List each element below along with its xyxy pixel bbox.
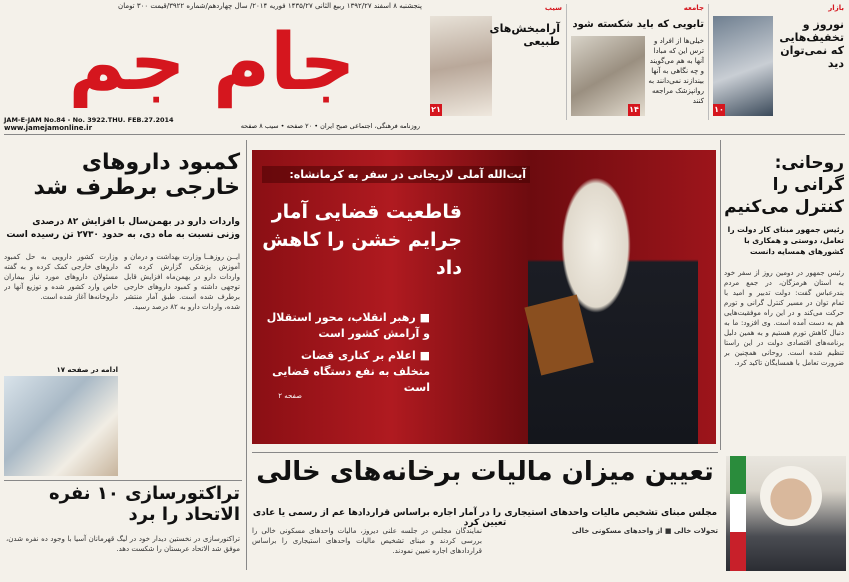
column-divider-left <box>246 140 247 570</box>
lead-page-ref[interactable]: صفحه ۲ <box>278 392 302 400</box>
lead-headline[interactable]: قاطعیت قضایی آمار جرایم خشن را کاهش داد <box>262 201 462 279</box>
left-page-ref[interactable]: ادامه در صفحه ۱۷ <box>56 366 118 374</box>
pills-photo <box>4 376 118 476</box>
teaser-strip <box>428 4 846 120</box>
lead-bullet-2: ■ اعلام بر کناری قضات متخلف به نفع دستگاه قضایی است <box>272 349 430 394</box>
left-divider <box>4 480 242 481</box>
teaser-bazaar[interactable] <box>708 4 846 120</box>
teaser-page-number: ۱۰ <box>714 105 724 114</box>
lead-bullet-1: ■ رهبر انقلاب، محور استقلال و آرامش کشور است <box>266 311 430 340</box>
lead-photo <box>252 150 716 444</box>
logo-text: جام جم <box>68 18 356 108</box>
lead-kicker: آیت‌الله آملی لاریجانی در سفر به کرمانشاه: <box>262 166 530 183</box>
right-body: رئیس جمهور در دومین روز از سفر خود به استان هرمزگان، در جمع مردم بندرعباس گفت: دولت تدبیر و امید با تمام توان در مسیر کنترل گرانی و تورم حرکت می‌کند و در این راه موفقیت‌هایی هم به دست آمده است. وی افزود: ما به دنبال کاهش تورم هستیم و به همین دلیل برنامه‌های اقتصادی دولت در این راستا تنظیم شده است. روحانی همچنین بر ضرورت تعامل با همسایگان تاکید کرد. <box>724 269 844 367</box>
left-body-col2: ایــن روزهــا وزارت بهداشت و درمان و آموزش پزشکی گزارش کرده که واردات دارو در بهمن‌ماه افزایش قابل توجهی داشته و کمبود داروهای خارجی برطرف شده است. طبق آمار منتشر شده، واردات دارو به ۸۲ درصد رسید. <box>124 253 240 311</box>
lead-bullet-text: اعلام بر کناری قضات متخلف به نفع دستگاه قضایی است <box>272 349 430 394</box>
teaser-page-number: ۲۱ <box>431 105 441 114</box>
teaser-photo <box>430 16 492 116</box>
teaser-title: نوروز و تخفیف‌هایی که نمی‌توان دید <box>779 18 844 70</box>
right-column <box>722 140 846 450</box>
right-headline[interactable]: روحانی: گرانی را کنترل می‌کنیم <box>724 153 844 217</box>
banner-headline[interactable]: تعیین میزان مالیات برخانه‌های خالی <box>256 457 714 487</box>
banner-body-col1: نمایندگان مجلس در جلسه علنی دیروز، مالیات واحدهای مسکونی خالی را بررسی کردند و مبنای تشخیص مالیات واحدهای استیجاری را براساس قراردادهای اجاره تعیین نمودند. <box>252 527 482 555</box>
teaser-photo <box>713 16 773 116</box>
teaser-society[interactable] <box>566 4 706 120</box>
teaser-title: تابویی که باید شکسته شود <box>572 19 704 30</box>
left-lede: واردات دارو در بهمن‌سال با افزایش ۸۲ درصدی وزنی نسبت به ماه دی، به حدود ۲۷۳۰ تن رسیده است <box>6 217 240 240</box>
teaser-page-number: ۱۴ <box>629 105 639 114</box>
teaser-tag: سیب <box>544 4 562 12</box>
left-body3: تراکتورسازی در نخستین دیدار خود در لیگ قهرمانان آسیا با وجود ده نفره شدن، موفق شد الاتحاد عربستان را شکست دهد. <box>6 535 240 553</box>
masthead-info-line: پنجشنبه ۸ اسفند ۱۳۹۲/۲۷ ربیع الثانی ۱۴۳۵/۲۷ فوریه ۲۰۱۴/ سال چهاردهم/شماره ۳۹۲۲/قیمت ۳۰۰ تومان <box>118 2 422 10</box>
left-headline[interactable]: کمبود داروهای خارجی برطرف شد <box>33 150 240 201</box>
website-url[interactable]: www.jamejamonline.ir <box>4 124 93 132</box>
rouhani-photo <box>726 456 846 571</box>
teaser-title: آرامبخش‌های طبیعی <box>489 22 560 48</box>
column-divider-right <box>720 140 721 450</box>
masthead-logo <box>10 16 414 110</box>
flag-shape <box>730 456 746 571</box>
teaser-sib[interactable] <box>428 4 564 120</box>
banner-divider <box>252 452 718 453</box>
masthead-divider <box>4 134 845 135</box>
masthead-english-line: JAM-E-JAM No.84 - No. 3922.THU. FEB.27.2014 <box>4 116 174 124</box>
lead-bullet-text: رهبر انقلاب، محور استقلال و آرامش کشور است <box>266 311 430 340</box>
portrait-face <box>760 466 822 526</box>
teaser-body: خیلی‌ها از افراد و ترس این که مبادا آنها به هم می‌گویند و چه نگاهی به آنها بیندازند نمی‌دانند به روانپزشک مراجعه کنند <box>648 37 704 105</box>
left-headline2[interactable]: تراکتورسازی ۱۰ نفره الاتحاد را برد <box>49 483 240 525</box>
teaser-tag: جامعه <box>683 4 704 12</box>
right-lede: رئیس جمهور مبنای کار دولت را تعامل، دوستی و همکاری با کشورهای همسایه دانست <box>727 225 844 256</box>
masthead-tagline: روزنامه فرهنگی، اجتماعی صبح ایران • ۲۰ صفحه • سیب ۸ صفحه <box>240 122 420 130</box>
left-body-col1: وزارت کشور دارویی به حل کمبود داروهای خارجی کمک کرده و به گفته مسئولان داروهای مورد نیاز بیماران خاص وارد کشور شده و توزیع آنها در داروخانه‌ها آغاز شده است. <box>4 253 118 301</box>
banner-subheadline: مجلس مبنای تشخیص مالیات واحدهای استیجاری را در آمار اجاره براساس قراردادها عم از رسمی یا عادی تعیین کرد <box>252 508 718 528</box>
left-column <box>4 140 242 480</box>
banner-body-col2: تحولات خالی ■ از واحدهای مسکونی خالی <box>571 527 718 535</box>
teaser-tag: بازار <box>828 4 844 12</box>
